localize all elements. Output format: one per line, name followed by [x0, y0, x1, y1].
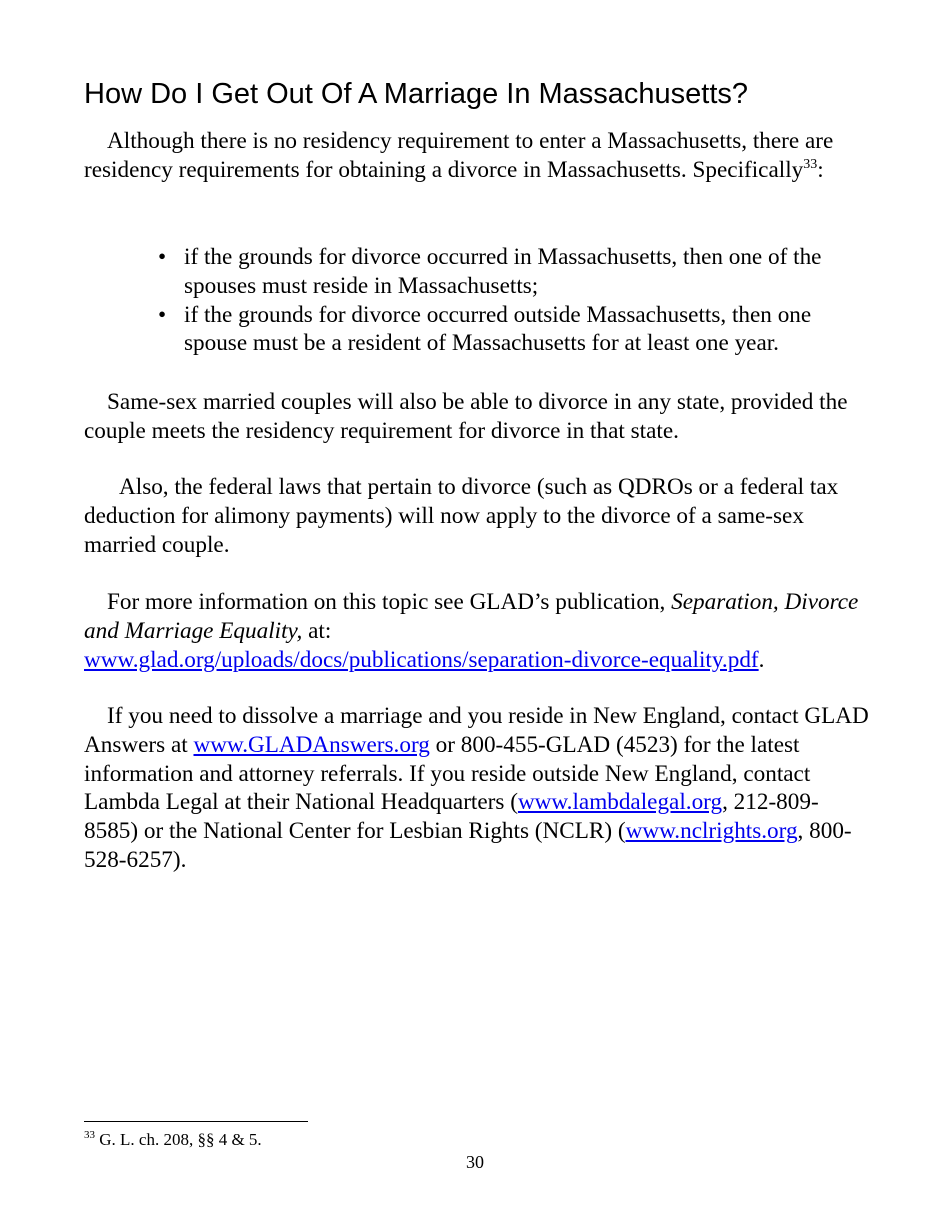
glad-answers-link[interactable]: www.GLADAnswers.org — [193, 731, 430, 758]
more-info-paragraph — [84, 588, 869, 674]
more-info-lead: For more information on this topic see GLAD’s publication, — [107, 589, 672, 615]
page-number: 30 — [466, 1152, 484, 1172]
lambda-legal-link[interactable]: www.lambdalegal.org — [517, 789, 723, 816]
residency-requirements-list — [154, 243, 874, 358]
nclr-link[interactable]: www.nclrights.org — [625, 818, 798, 845]
intro-colon: : — [817, 156, 824, 183]
footnote-number: 33 — [84, 1129, 95, 1141]
more-info-end: . — [758, 646, 765, 673]
publication-title: Separation, Divorce and Marriage Equality, — [84, 589, 859, 644]
list-item — [154, 301, 874, 359]
list-item-text: if the grounds for divorce occurred in Massachusetts, then one of the spouses must reside in Massachusetts; — [184, 244, 822, 299]
more-info-at: at: — [302, 617, 332, 644]
contact-mid-1: or 800-455-GLAD (4523) for the latest information and attorney referrals. If you reside outside New England, contact Lambda Legal at their National Headquarters ( — [84, 731, 811, 816]
list-item-text: if the grounds for divorce occurred outside Massachusetts, then one spouse must be a resident of Massachusetts for at least one year. — [184, 301, 812, 357]
intro-text: Although there is no residency requirement to enter a Massachusetts, there are residency requirements for obtaining a divorce in Massachusetts. Specifically — [84, 128, 834, 183]
publication-link[interactable]: www.glad.org/uploads/docs/publications/separation-divorce-equality.pdf — [84, 646, 759, 673]
contact-end: , 800-528-6257). — [84, 818, 852, 873]
federal-laws-paragraph — [84, 473, 869, 559]
bullet-icon: • — [158, 301, 167, 328]
footnote-text: G. L. ch. 208, §§ 4 & 5. — [95, 1130, 262, 1149]
footnote — [84, 1128, 262, 1152]
contact-paragraph — [84, 702, 869, 875]
same-sex-paragraph — [84, 388, 869, 446]
intro-paragraph — [84, 127, 869, 185]
federal-laws-text: Also, the federal laws that pertain to divorce (such as QDROs or a federal tax deduction for alimony payments) will now apply to the divorce of a same-sex married couple. — [84, 474, 839, 558]
page-heading: How Do I Get Out Of A Marriage In Massachusetts? — [84, 78, 749, 110]
bullet-icon: • — [158, 244, 167, 270]
contact-lead: If you need to dissolve a marriage and you reside in New England, contact GLAD Answers at — [84, 703, 869, 758]
contact-mid-2: , 212-809-8585) or the National Center for Lesbian Rights (NCLR) ( — [84, 789, 819, 845]
footnote-divider — [84, 1121, 308, 1122]
footnote-reference[interactable]: 33 — [803, 156, 818, 172]
same-sex-text: Same-sex married couples will also be able to divorce in any state, provided the couple meets the residency requirement for divorce in that state. — [84, 389, 848, 444]
list-item — [154, 243, 874, 301]
